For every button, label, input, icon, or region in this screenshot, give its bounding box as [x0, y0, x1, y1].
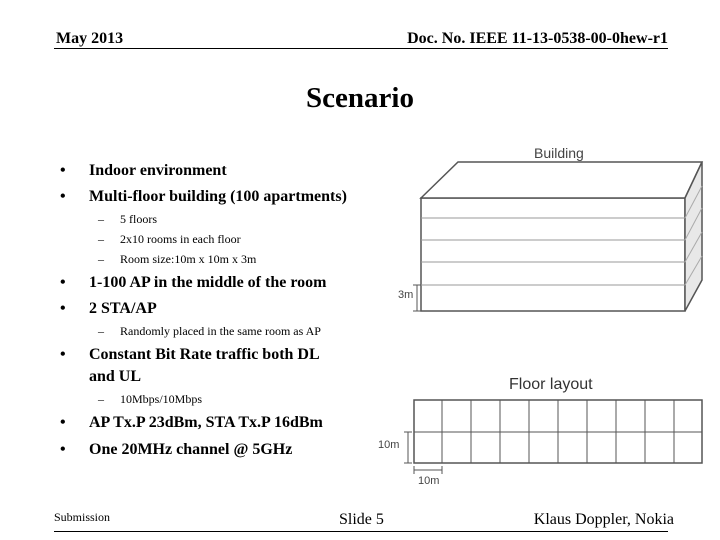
sub-bullet-text: 10Mbps/10Mbps	[120, 392, 203, 406]
bullet-marker: •	[60, 414, 66, 431]
sub-bullet-marker: –	[98, 392, 104, 406]
slide-title: Scenario	[306, 82, 414, 114]
bullet-marker: •	[60, 300, 66, 317]
header-date: May 2013	[56, 30, 124, 47]
footer-rule	[54, 531, 668, 532]
bullet-text: Indoor environment	[89, 162, 227, 179]
floor-layout-label: Floor layout	[509, 376, 593, 393]
bullet-text: AP Tx.P 23dBm, STA Tx.P 16dBm	[89, 414, 323, 431]
footer-author: Klaus Doppler, Nokia	[533, 511, 674, 528]
bullet-text: One 20MHz channel @ 5GHz	[89, 441, 293, 458]
bottom-length-label: 10m	[418, 475, 440, 487]
building-label: Building	[534, 145, 584, 161]
sub-bullet-text: 5 floors	[120, 212, 157, 226]
footer-submission: Submission	[54, 510, 111, 524]
sub-bullet-marker: –	[98, 324, 104, 338]
sub-bullet-text: Room size:10m x 10m x 3m	[120, 252, 257, 266]
building-front-face	[421, 198, 685, 311]
sub-bullet-text: 2x10 rooms in each floor	[120, 232, 241, 246]
bullet-text: Multi-floor building (100 apartments)	[89, 188, 347, 205]
sub-bullet-marker: –	[98, 212, 104, 226]
bullet-marker: •	[60, 346, 66, 363]
side-length-label: 10m	[378, 439, 400, 451]
height-label: 3m	[398, 289, 414, 301]
bullet-text: 1-100 AP in the middle of the room	[89, 274, 327, 291]
bullet-text: and UL	[89, 368, 142, 385]
sub-bullet-marker: –	[98, 232, 104, 246]
building-top-face	[421, 162, 702, 198]
bullet-marker: •	[60, 441, 66, 458]
sub-bullet-text: Randomly placed in the same room as AP	[120, 324, 321, 338]
bullet-text: Constant Bit Rate traffic both DL	[89, 346, 320, 363]
header-doc-number: Doc. No. IEEE 11-13-0538-00-0hew-r1	[407, 30, 668, 47]
bullet-marker: •	[60, 162, 66, 179]
bullet-marker: •	[60, 274, 66, 291]
footer-slide-number: Slide 5	[339, 511, 384, 528]
bullet-text: 2 STA/AP	[89, 300, 157, 317]
sub-bullet-marker: –	[98, 252, 104, 266]
bullet-marker: •	[60, 188, 66, 205]
